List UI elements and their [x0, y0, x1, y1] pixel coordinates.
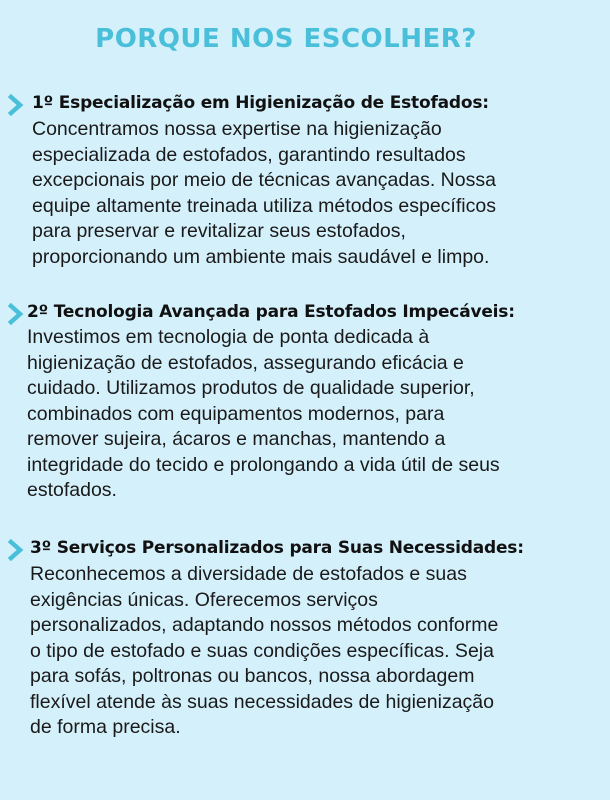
body-line: cuidado. Utilizamos produtos de qualidade superior, [27, 377, 475, 399]
body-line: integridade do tecido e prolongando a vida útil de seus [27, 453, 500, 476]
body-line: equipe altamente treinada utiliza métodos específicos [32, 194, 496, 217]
section-body [32, 117, 602, 270]
body-line: Investimos em tecnologia de ponta dedicada à [27, 326, 430, 348]
body-line: flexível atende às suas necessidades de higienização [30, 690, 494, 713]
chevron-right-icon [7, 94, 25, 116]
body-line: Concentramos nossa expertise na higienização [32, 118, 442, 140]
body-line: para preservar e revitalizar seus estofados, [32, 220, 406, 242]
body-line: proporcionando um ambiente mais saudável e limpo. [32, 245, 490, 268]
section-body [30, 562, 605, 741]
body-line: excepcionais por meio de técnicas avançadas. Nossa [32, 169, 496, 191]
body-line: remover sujeira, ácaros e manchas, mantendo a [27, 428, 446, 450]
body-line: combinados com equipamentos modernos, para [27, 402, 445, 425]
body-line: higienização de estofados, assegurando eficácia e [27, 351, 464, 374]
body-line: de forma precisa. [30, 716, 181, 738]
body-line: Reconhecemos a diversidade de estofados e suas [30, 563, 467, 585]
page-title: PORQUE NOS ESCOLHER? [95, 24, 477, 54]
section-heading: 3º Serviços Personalizados para Suas Necessidades: [30, 538, 524, 558]
body-line: o tipo de estofado e suas condições específicas. Seja [30, 639, 494, 662]
chevron-right-icon [7, 539, 25, 561]
chevron-right-icon [7, 303, 25, 325]
section-heading: 2º Tecnologia Avançada para Estofados Impecáveis: [27, 302, 515, 322]
body-line: para sofás, poltronas ou bancos, nossa abordagem [30, 665, 475, 687]
body-line: estofados. [27, 479, 117, 501]
body-line: personalizados, adaptando nossos métodos conforme [30, 614, 499, 636]
body-line: especializada de estofados, garantindo resultados [32, 143, 466, 166]
section-heading: 1º Especialização em Higienização de Estofados: [32, 93, 489, 113]
section-body [27, 325, 602, 504]
body-line: exigências únicas. Oferecemos serviços [30, 588, 378, 611]
